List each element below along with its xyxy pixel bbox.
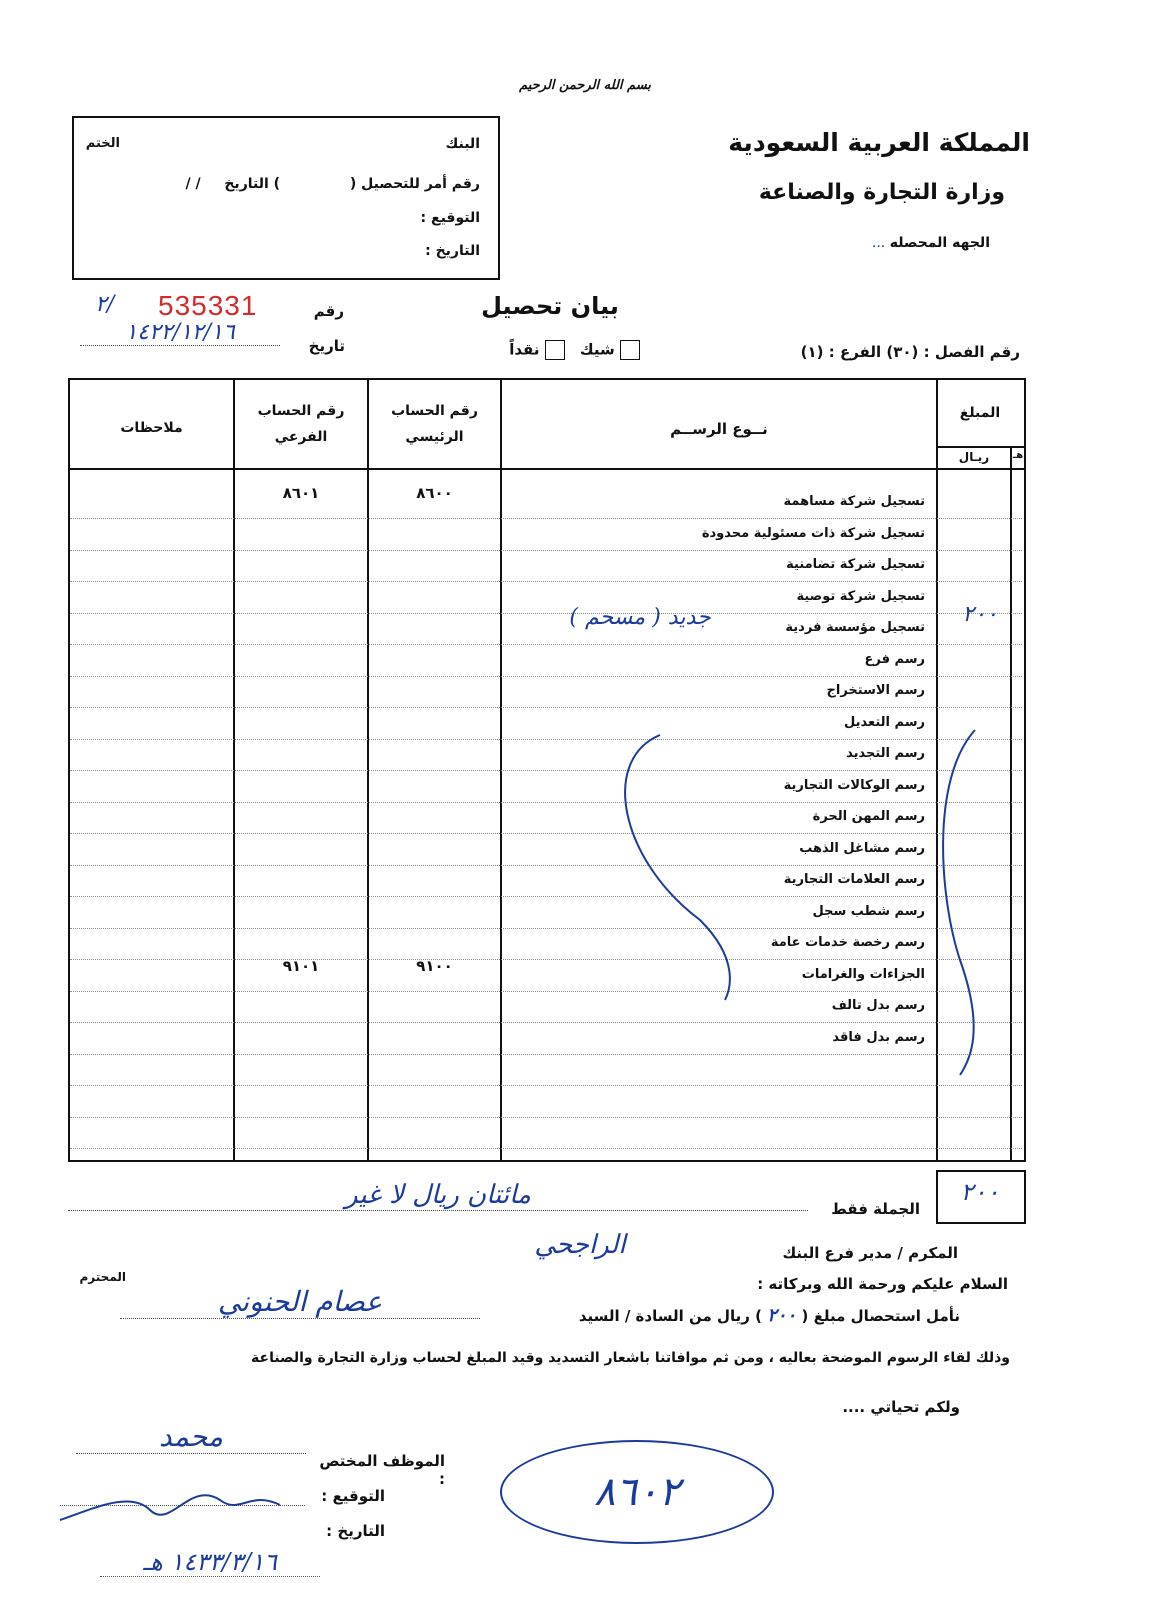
fee-row-label: تسجيل شركة توصية [796,588,925,604]
fee-row-label: رسم فرع [864,651,925,667]
bank-label: البنك [445,136,480,152]
letter-respected: المحترم [79,1270,126,1284]
row-line [70,1117,1022,1118]
header-main-account-line1: رقم الحساب [391,403,478,419]
amount-subheader-divider [936,446,1024,448]
handwritten-amount: ٢٠٠ [962,602,998,627]
date-value: ١٤٢٢/١٢/١٦ [80,320,280,346]
col-divider [936,378,938,1160]
letter-greeting: السلام عليكم ورحمة الله وبركاته : [757,1275,1008,1293]
header-divider [68,468,1024,470]
row-line [70,865,1022,866]
chapter-info: رقم الفصل : (٣٠) الفرع : (١) [800,343,1020,361]
request-end: ) ريال من السادة / السيد [578,1307,763,1325]
employee-label: الموظف المختص : [319,1452,445,1488]
fee-row-label: تسجيل شركة مساهمة [783,494,925,509]
row-line [70,1022,1022,1023]
fee-row-label: رسم شطب سجل [812,903,925,919]
header-amount: المبلغ [959,405,1001,421]
date-label: تاريخ [308,337,345,355]
fee-row-main-account: ٩١٠٠ [416,956,453,975]
employee-value: محمد [76,1420,306,1454]
fee-row-label: رسم المهن الحرة [812,809,925,824]
header-main-account [369,398,500,450]
letter-customer-name: عصام الحنوني [120,1285,480,1319]
row-line [70,581,1022,582]
handwritten-entry: جديد ( مسحم ) [569,605,711,630]
stamp-label: الختم [85,136,120,151]
fee-row-label: رسم التجديد [846,746,925,761]
header-main-account-line2: الرئيسي [405,429,464,445]
letter-bank-name: الراجحي [534,1230,626,1260]
letter-addressee: المكرم / مدير فرع البنك [782,1244,958,1262]
row-line [70,896,1022,897]
row-line [70,802,1022,803]
header-sub-account-line1: رقم الحساب [257,403,345,419]
request-amount: ٢٠٠ [767,1305,797,1326]
collecting-party-label: الجهه المحصله [889,235,990,251]
fee-row-label: تسجيل شركة تضامنية [786,557,925,572]
cash-checkbox[interactable] [545,340,565,360]
signature-scribble [50,1470,310,1550]
footer-date-value: ١٤٣٣/٣/١٦ هـ [100,1548,320,1577]
fee-row-label: تسجيل شركة ذات مسئولية محدودة [701,525,925,541]
row-line [70,833,1022,834]
header-sub-account [235,398,367,450]
kingdom-title: المملكة العربية السعودية [728,128,1030,157]
order-label: رقم أمر للتحصيل ( [349,176,480,192]
cheque-label: شيك [579,340,615,359]
form-number: 535331 [158,290,258,321]
header-halala: هـ [1012,450,1024,461]
header-fee-type: نــوع الرســم [670,420,768,438]
fee-row-label: الجزاءات والغرامات [801,966,925,982]
fee-row-label: رسم التعديل [844,714,925,730]
number-suffix: ٢/ [95,292,115,317]
collecting-party [760,235,990,251]
basmala: بسم الله الرحمن الرحيم [519,78,651,93]
header-notes: ملاحظات [120,420,183,436]
signature-label: التوقيع : [321,1487,385,1505]
order-close: ) [273,176,281,192]
footer-date-label: التاريخ : [326,1522,385,1540]
request-start: نأمل استحصال مبلغ ( [801,1307,960,1325]
order-date-slashes: / / [185,176,201,192]
letter-body: وذلك لقاء الرسوم الموضحة بعاليه ، ومن ثم موافاتنا باشعار التسديد وقيد المبلغ لحساب وزارة التجارة والصناعة [251,1350,1010,1366]
fee-row-label: رسم العلامات التجارية [783,872,925,887]
cheque-checkbox[interactable] [620,340,640,360]
number-label: رقم [313,302,344,320]
payment-type [450,340,640,360]
circled-number: ٨٦٠٢ [500,1440,774,1544]
row-line [70,928,1022,929]
fee-row-label: رسم مشاغل الذهب [799,840,925,856]
row-line [70,676,1022,677]
total-amount: ٢٠٠ [960,1178,1000,1206]
collecting-party-value: ... [871,235,886,251]
cash-label: نقداً [509,340,540,359]
header-sub-account-line2: الفرعي [274,429,328,445]
form-title: بيان تحصيل [481,292,619,320]
letter-closing: ولكم تحياتي .... [842,1398,960,1416]
row-line [70,707,1022,708]
order-date-label: التاريخ [224,176,269,192]
row-line [70,1085,1022,1086]
header-riyal: ريـال [958,450,990,464]
fee-row-label: رسم رخصة خدمات عامة [770,935,925,950]
row-line [70,1148,1022,1149]
fee-row-sub-account: ٩١٠١ [282,956,320,975]
row-line [70,518,1022,519]
fee-row-label: رسم بدل تالف [831,998,925,1013]
row-line [70,739,1022,740]
fee-row-label: رسم الوكالات التجارية [783,777,925,793]
letter-request [460,1305,960,1326]
fee-row-sub-account: ٨٦٠١ [282,484,320,502]
bank-signature-label: التوقيع : [420,210,480,226]
col-divider [500,378,502,1160]
row-line [70,991,1022,992]
fee-row-label: تسجيل مؤسسة فردية [785,620,925,635]
order-row [100,176,480,192]
fee-row-label: رسم الاستخراج [826,683,925,698]
fee-row-main-account: ٨٦٠٠ [416,484,453,502]
row-line [70,644,1022,645]
bank-date-label: التاريخ : [425,243,480,259]
total-words: مائتان ريال لا غير [68,1180,808,1211]
total-label: الجملة فقط [831,1200,920,1218]
row-line [70,550,1022,551]
ministry-title: وزارة التجارة والصناعة [758,180,1005,205]
row-line [70,1054,1022,1055]
row-line [70,959,1022,960]
row-line [70,770,1022,771]
fee-row-label: رسم بدل فاقد [832,1029,925,1045]
